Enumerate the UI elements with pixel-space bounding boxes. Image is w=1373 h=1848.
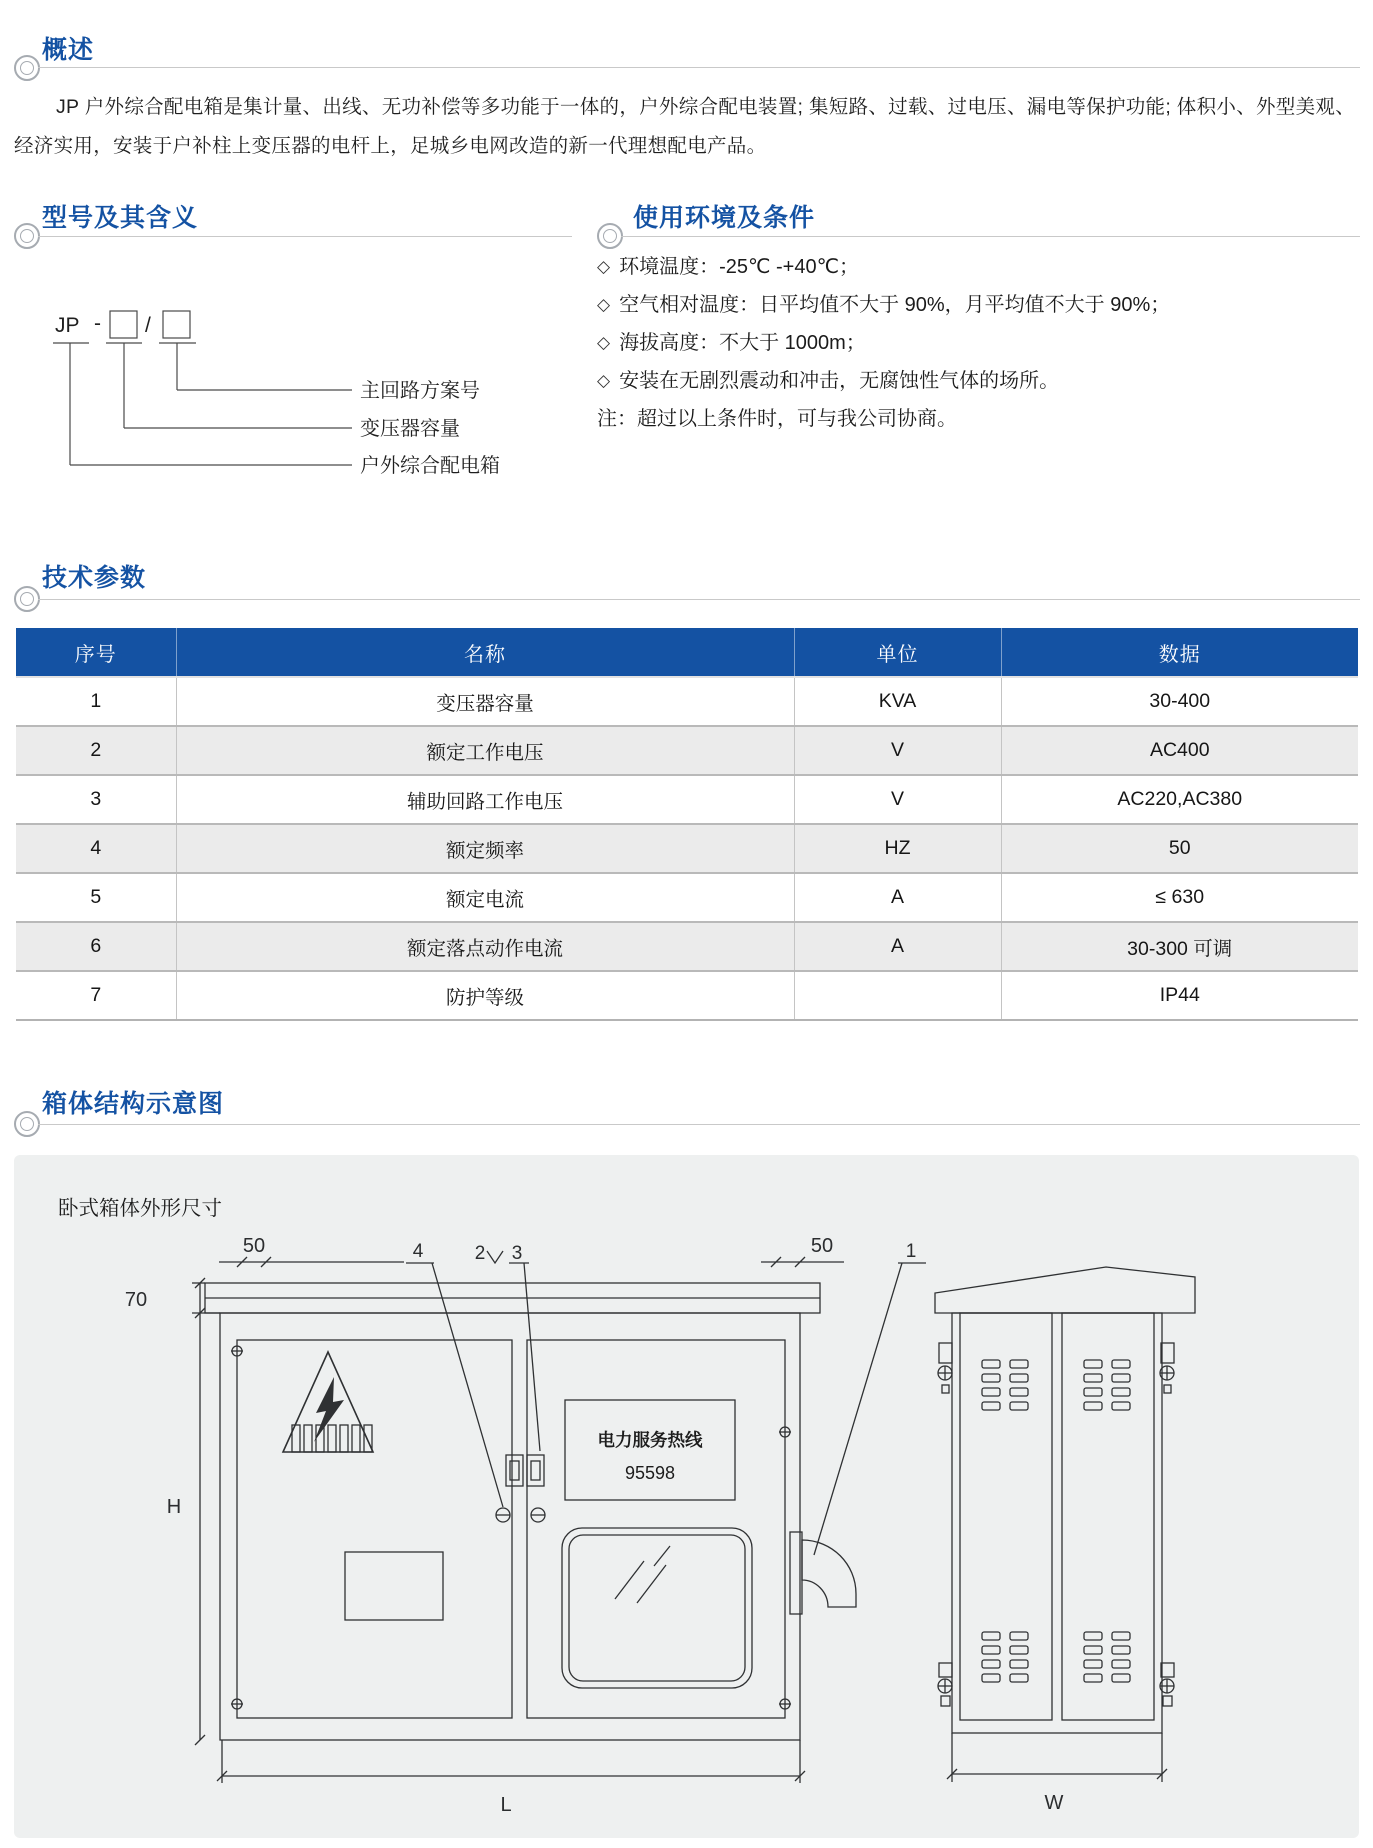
meter-window	[562, 1528, 752, 1688]
table-header-cell: 单位	[794, 628, 1001, 677]
nameplate	[345, 1552, 443, 1620]
table-header-cell: 名称	[176, 628, 794, 677]
section-divider	[621, 236, 1360, 237]
front-right-door	[527, 1340, 785, 1718]
table-row	[16, 677, 1358, 726]
table-row	[16, 922, 1358, 971]
diamond-bullet-icon: ◇	[597, 333, 611, 352]
callout-3: 3	[511, 1243, 523, 1264]
door-lock-icon	[496, 1508, 545, 1522]
section-title-diagram: 箱体结构示意图	[42, 1090, 225, 1118]
section-divider	[38, 1124, 1360, 1125]
table-cell: 50	[1001, 824, 1358, 873]
section-title-environment: 使用环境及条件	[633, 204, 816, 232]
sign-line2: 95598	[624, 1463, 676, 1483]
callout-1: 1	[905, 1241, 917, 1262]
table-cell: 变压器容量	[176, 677, 794, 726]
environment-conditions-list	[597, 248, 1363, 438]
section-divider	[38, 67, 1360, 68]
env-condition-text: 环境温度：-25℃ -+40℃；	[619, 256, 860, 278]
table-header-cell: 数据	[1001, 628, 1358, 677]
model-box-scheme	[163, 311, 190, 338]
diamond-bullet-icon: ◇	[597, 295, 611, 314]
table-row	[16, 971, 1358, 1020]
table-row	[16, 775, 1358, 824]
table-cell: 7	[90, 984, 102, 1006]
callout-4: 4	[412, 1241, 424, 1262]
side-view	[935, 1267, 1195, 1733]
parameters-table-body	[16, 677, 1358, 1020]
table-header-row	[16, 628, 1358, 677]
sign-line1: 电力服务热线	[597, 1430, 703, 1450]
table-cell: V	[794, 775, 1001, 824]
model-label-capacity: 变压器容量	[360, 418, 460, 440]
dim-length-label: L	[500, 1794, 512, 1816]
model-prefix: JP	[55, 314, 80, 337]
table-cell: 30-400	[1001, 677, 1358, 726]
dim-height-label: H	[166, 1496, 182, 1518]
dim-width-label: W	[1044, 1792, 1064, 1814]
diamond-bullet-icon: ◇	[597, 257, 611, 276]
table-row	[16, 824, 1358, 873]
section-title-model: 型号及其含义	[42, 204, 199, 232]
parameters-table-header	[16, 628, 1358, 677]
section-divider	[38, 236, 572, 237]
side-left-panel	[960, 1313, 1052, 1720]
table-cell: 额定工作电压	[176, 726, 794, 775]
front-view	[205, 1283, 856, 1740]
table-row	[16, 726, 1358, 775]
dim-overhang-right-label: 50	[810, 1235, 834, 1257]
env-condition-item	[597, 248, 1363, 286]
table-cell: 3	[90, 788, 102, 810]
table-cell: 1	[90, 690, 102, 712]
model-designation-diagram	[14, 295, 570, 480]
table-cell	[794, 971, 1001, 1020]
table-cell: KVA	[794, 677, 1001, 726]
env-condition-text: 空气相对温度：日平均值不大于 90%，月平均值不大于 90%；	[619, 294, 1171, 316]
section-divider	[38, 599, 1360, 600]
table-cell: AC220,AC380	[1001, 775, 1358, 824]
section-title-overview: 概述	[42, 36, 95, 64]
table-cell: 额定电流	[176, 873, 794, 922]
side-roof	[935, 1267, 1195, 1313]
front-body	[220, 1313, 800, 1740]
drawing-caption: 卧式箱体外形尺寸	[58, 1197, 222, 1220]
table-cell: AC400	[1001, 726, 1358, 775]
env-note: 注：超过以上条件时，可与我公司协商。	[597, 408, 957, 430]
table-header-cell: 序号	[16, 628, 176, 677]
section-marker-icon	[597, 223, 623, 249]
parameters-table	[16, 628, 1358, 1021]
model-dash: -	[94, 312, 101, 335]
dimension-lines	[125, 1235, 1167, 1816]
service-hotline-sign	[565, 1400, 735, 1500]
callout-2: 2	[474, 1243, 486, 1264]
side-hardware	[938, 1343, 1174, 1706]
cabinet-structure-drawing	[14, 1155, 1359, 1838]
table-cell: 30-300 可调	[1001, 922, 1358, 971]
section-marker-icon	[14, 55, 40, 81]
env-condition-text: 安装在无剧烈震动和冲击，无腐蚀性气体的场所。	[619, 370, 1060, 392]
table-cell: 额定频率	[176, 824, 794, 873]
model-label-box: 户外综合配电箱	[360, 455, 500, 477]
section-marker-icon	[14, 586, 40, 612]
env-condition-item	[597, 286, 1363, 324]
env-condition-item	[597, 362, 1363, 400]
model-slash: /	[145, 314, 151, 337]
table-cell: 2	[90, 739, 102, 761]
drawing-panel	[14, 1155, 1359, 1838]
side-right-panel	[1062, 1313, 1154, 1720]
table-cell: 4	[90, 837, 102, 859]
table-cell: 5	[90, 886, 102, 908]
louver-vents	[982, 1360, 1130, 1682]
model-leader-lines	[53, 343, 352, 465]
high-voltage-warning-icon	[283, 1352, 373, 1452]
env-condition-text: 海拔高度：不大于 1000m；	[619, 332, 866, 354]
table-cell: A	[794, 873, 1001, 922]
table-cell: 6	[90, 935, 102, 957]
model-label-scheme: 主回路方案号	[360, 380, 480, 402]
callout-labels	[406, 1241, 926, 1555]
section-marker-icon	[14, 1111, 40, 1137]
dim-overhang-left-label: 50	[242, 1235, 266, 1257]
section-marker-icon	[14, 223, 40, 249]
table-cell: 额定落点动作电流	[176, 922, 794, 971]
dim-roof-label: 70	[124, 1289, 148, 1311]
overview-paragraph: JP 户外综合配电箱是集计量、出线、无功补偿等多功能于一体的，户外综合配电装置; 集短路、过载、过电压、漏电等保护功能; 体积小、外型美观、经济实用，安装于户补柱上变压器的电杆上，足城乡电网改造的新一代理想配电产品。	[14, 96, 1355, 157]
table-cell: V	[794, 726, 1001, 775]
section-title-parameters: 技术参数	[42, 564, 147, 592]
diamond-bullet-icon: ◇	[597, 371, 611, 390]
env-condition-item	[597, 324, 1363, 362]
table-cell: 防护等级	[176, 971, 794, 1020]
table-cell: ≤ 630	[1001, 873, 1358, 922]
table-row	[16, 873, 1358, 922]
callout-leader-lines	[406, 1251, 926, 1555]
model-box-capacity	[110, 311, 137, 338]
table-cell: IP44	[1001, 971, 1358, 1020]
table-cell: 辅助回路工作电压	[176, 775, 794, 824]
table-cell: HZ	[794, 824, 1001, 873]
table-cell: A	[794, 922, 1001, 971]
